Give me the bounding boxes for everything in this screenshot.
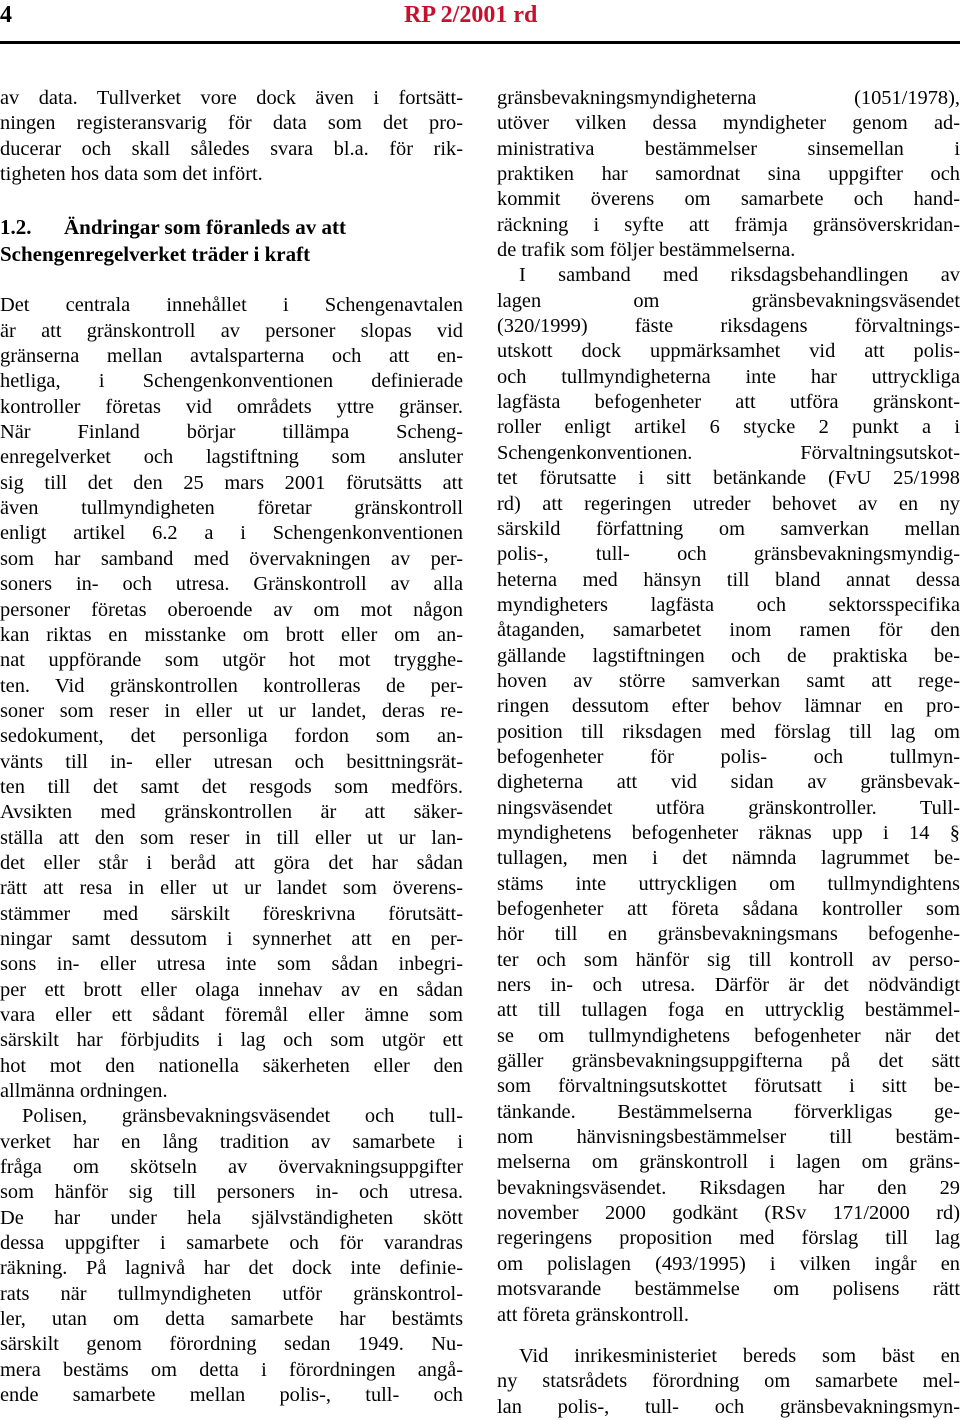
text-line: ningsväsendet utföra gränskontroller. Tull- [497, 796, 960, 819]
section-heading [0, 215, 463, 269]
text-line: särskilt har förbjudits i lag och som utgör ett [0, 1029, 463, 1052]
text-line: När Finland börjar tillämpa Scheng- [0, 421, 463, 444]
text-line: att till tullagen foga en uttrycklig bestämmel- [497, 999, 960, 1022]
text-line: stämmer med särskilt föreskrivna förutsätt- [0, 902, 463, 925]
text-line: kommit överens om samarbete och hand- [497, 188, 960, 211]
text-line: regeringens proposition med förslag till lag [497, 1227, 960, 1250]
text-line: Polisen, gränsbevakningsväsendet och tull- [22, 1105, 463, 1128]
text-line: personer företas oberoende av om mot någon [0, 598, 463, 621]
text-line: november 2000 godkänt (RSv 171/2000 rd) [497, 1202, 960, 1225]
text-line: dessa uppgifter i samarbete och för varandras [0, 1232, 463, 1255]
text-line: De har under hela självständigheten skött [0, 1206, 463, 1229]
text-line: gränsbevakningsmyndigheterna (1051/1978), [497, 87, 960, 109]
text-line: per ett brott eller olaga innehav av en sådan [0, 978, 463, 1001]
text-line: myndigheters lagfästa och sektorsspecifika [497, 593, 960, 616]
paragraph-riksdag [497, 263, 960, 1327]
text-line: I samband med riksdagsbehandlingen av [519, 264, 960, 287]
text-line: utskott dock uppmärksamhet vid att polis- [497, 340, 960, 363]
publication-title: RP 2/2001 rd [404, 2, 538, 28]
text-line: Vid inrikesministeriet bereds som bäst en [519, 1344, 960, 1367]
text-line: som hänför sig till personers in- och utresa. [0, 1181, 463, 1204]
text-line: nom hänvisningsbestämmelser till bestäm- [497, 1126, 960, 1149]
text-line: ställa att den som reser in till eller ut ur lan- [0, 826, 463, 849]
text-line: myndighetens befogenheter räknas upp i 14 § [497, 821, 960, 844]
text-line: lagen om gränsbevakningsväsendet [497, 289, 960, 312]
text-line: lan polis-, tull- och gränsbevakningsmyn- [497, 1395, 960, 1418]
text-line: de trafik som följer bestämmelserna. [497, 239, 796, 262]
text-line: gäller gränsbevakningsuppgifterna på det sätt [497, 1050, 960, 1073]
text-line: tullagen, men i det nämnda lagrummet be- [497, 847, 960, 870]
text-line: att företa gränskontroll. [497, 1303, 689, 1326]
text-line: vara eller ett sådant föremål eller ämne som [0, 1004, 463, 1026]
paragraph-intro [0, 86, 463, 187]
text-line: melserna om gränskontroll i lagen om gräns- [497, 1151, 960, 1174]
text-line: nat uppförande som utgör hot mot trygghe- [0, 649, 463, 672]
text-line: som förvaltningsutskottet förutsatt i sitt be- [497, 1075, 960, 1098]
text-line: räckning i syfte att främja gränsöverskridan- [497, 213, 960, 236]
paragraph-police [0, 1104, 463, 1408]
text-line: som har samband med övervakningen av per- [0, 547, 463, 570]
text-line: och tullmyndigheterna inte har uttryckliga [497, 365, 960, 388]
section-title-line: Ändringar som föranleds av att [64, 215, 346, 240]
text-line: praktiken har samordnat sina uppgifter och [497, 163, 960, 186]
text-line: kontroller företas vid områdets yttre gränser. [0, 395, 463, 418]
text-line: tet förutsatte i sitt betänkande (FvU 25/1998 [497, 467, 960, 490]
text-line: kan riktas en misstanke om brott eller om an- [0, 623, 463, 646]
left-column [0, 86, 463, 1409]
text-line: motsvarande bestämmelse om polisens rätt [497, 1278, 960, 1301]
text-line: fråga om skötseln av övervakningsuppgifter [0, 1156, 463, 1179]
text-line: ningar samt dessutom i synnerhet att en per- [0, 927, 463, 950]
text-line: se om tullmyndighetens befogenheter när det [497, 1024, 960, 1047]
paragraph-continuation [497, 86, 960, 263]
text-line: hoven av större samverkan samt att rege- [497, 669, 960, 692]
text-line: sons in- eller utresa inte som sådan inbegri- [0, 953, 463, 976]
text-line: utöver vilken dessa myndigheter genom ad- [497, 112, 960, 135]
text-line: digheterna att vid sidan av gränsbevak- [497, 771, 960, 794]
paragraph-ministry [497, 1344, 960, 1420]
text-line: soner som reser in eller ut ur landet, deras re- [0, 699, 463, 722]
text-line: ter och som hänför sig till kontroll av perso- [497, 948, 960, 971]
text-line: hör till en gränsbevakningsmans befogenhe- [497, 923, 960, 946]
text-line: enligt artikel 6.2 a i Schengenkonventionen [0, 522, 463, 545]
text-line: ners in- och utresa. Därför är det nödvändigt [497, 974, 960, 997]
text-line: sedokument, det personliga fordon som an- [0, 725, 463, 748]
text-line: ningen registeransvarig för data som det pro- [0, 112, 463, 135]
text-line: särskild författning om samverkan mellan [497, 517, 960, 540]
section-number: 1.2. [0, 215, 32, 240]
text-line: verket har en lång tradition av samarbete i [0, 1130, 463, 1153]
text-line: vänts till in- eller utresan och besittningsrät- [0, 750, 463, 773]
text-line: ministrativa bestämmelser sinsemellan i [497, 137, 960, 160]
text-line: är att gränskontroll av personer slopas vid [0, 319, 463, 342]
text-line: sig till det den 25 mars 2001 förutsätts att [0, 471, 463, 494]
text-line: soners in- och utresa. Gränskontroll av alla [0, 573, 463, 596]
text-line: rats när tullmyndigheten utför gränskontrol- [0, 1282, 463, 1305]
text-line: om polislagen (493/1995) i vilken ingår en [497, 1252, 960, 1275]
text-line: polis-, tull- och gränsbevakningsmyndig- [497, 543, 960, 566]
right-column [497, 86, 960, 1420]
text-line: ten till det samt det resgods som medförs. [0, 775, 463, 798]
text-line: även tullmyndigheten företar gränskontroll [0, 497, 463, 520]
text-line: rd) att regeringen utreder behovet av en ny [497, 492, 960, 515]
text-line: position till riksdagen med förslag till lag om [497, 720, 960, 743]
text-line: särskilt genom förordning sedan 1949. Nu- [0, 1333, 463, 1356]
text-line: gränserna mellan avtalsparterna och att en- [0, 345, 463, 368]
text-line: räkning. På lagnivå har det dock inte definie- [0, 1257, 463, 1280]
text-line: tänkande. Bestämmelserna förverkligas ge- [497, 1100, 960, 1123]
text-line: mera bestäms om detta i förordningen angå- [0, 1358, 463, 1381]
text-line: rätt att resa in eller ut ur landet som överens- [0, 877, 463, 900]
text-line: Schengenkonventionen. Förvaltningsutskot- [497, 441, 960, 464]
text-line: ringen dessutom efter behov lämnar en pro- [497, 695, 960, 718]
section-title-line: Schengenregelverket träder i kraft [0, 242, 311, 267]
paragraph-schengen [0, 293, 463, 1104]
text-line: heterna med hänsyn till bland annat dessa [497, 568, 960, 591]
text-line: gällande lagstiftningen och de praktiska be- [497, 644, 960, 667]
text-line: enregelverket och lagstiftning som ansluter [0, 446, 463, 469]
text-line: hot mot den nationella säkerheten eller den [0, 1054, 463, 1077]
text-line: (320/1999) fäste riksdagens förvaltnings- [497, 315, 960, 338]
text-line: åtaganden, samarbetet inom ramen för den [497, 619, 960, 642]
text-line: ny statsrådets förordning om samarbete mel- [497, 1370, 960, 1393]
text-line: Det centrala innehållet i Schengenavtalen [0, 294, 463, 317]
header-rule [0, 41, 960, 44]
text-line: Avsikten med gränskontrollen är att säker- [0, 801, 463, 824]
text-line: befogenheter att företa sådana kontroller som [497, 898, 960, 920]
text-line: bevakningsväsendet. Riksdagen har den 29 [497, 1176, 960, 1199]
text-line: av data. Tullverket vore dock även i fortsätt- [0, 87, 463, 109]
text-line: roller enligt artikel 6 stycke 2 punkt a i [497, 416, 960, 439]
text-line: ler, utan om detta samarbete har bestämts [0, 1308, 463, 1331]
text-line: stäms inte uttryckligen om tullmyndightens [497, 872, 960, 895]
text-line: tigheten hos data som det infört. [0, 163, 263, 186]
page-header [0, 0, 960, 48]
text-line: allmänna ordningen. [0, 1080, 168, 1103]
text-line: ende samarbete mellan polis-, tull- och [0, 1384, 463, 1407]
text-line: lagfästa befogenheter att utföra gränskont- [497, 391, 960, 414]
text-line: ducerar och skall således svara bl.a. för rik- [0, 137, 463, 160]
text-line: det eller står i beråd att göra det har sådan [0, 851, 463, 874]
text-line: hetliga, i Schengenkonventionen definierade [0, 370, 463, 393]
text-line: befogenheter för polis- och tullmyn- [497, 745, 960, 768]
page-number: 4 [0, 2, 12, 28]
text-line: ten. Vid gränskontrollen kontrolleras de per- [0, 674, 463, 697]
